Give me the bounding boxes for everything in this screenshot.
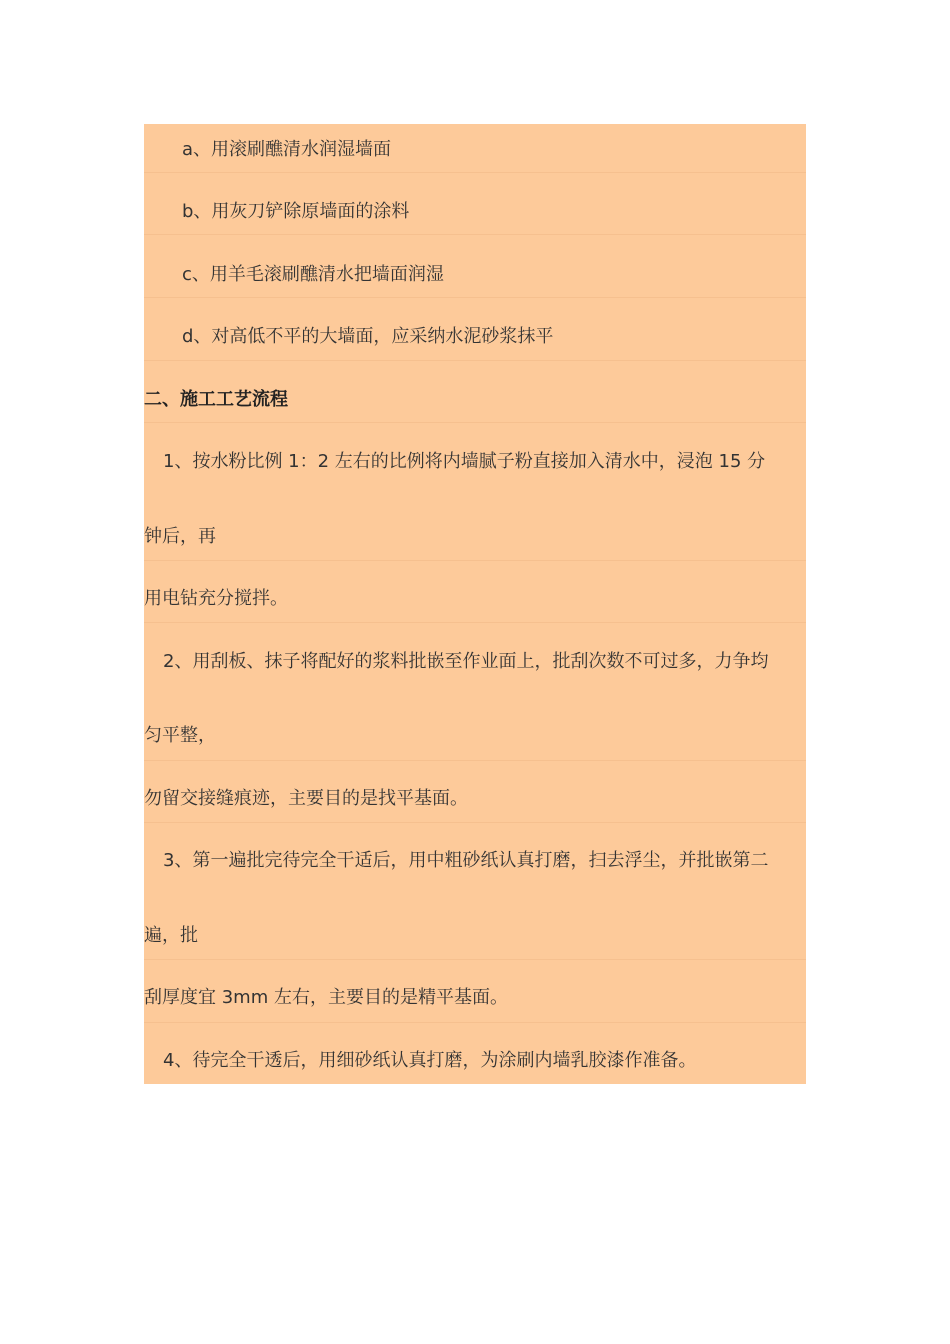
step-3-line-3: 刮厚度宜 3mm 左右，主要目的是精平基面。 bbox=[144, 987, 508, 1008]
line-divider bbox=[144, 172, 806, 173]
line-divider bbox=[144, 622, 806, 623]
line-divider bbox=[144, 959, 806, 960]
step-1-line-3: 用电钻充分搅拌。 bbox=[144, 588, 288, 609]
step-2-line-3: 勿留交接缝痕迹，主要目的是找平基面。 bbox=[144, 788, 468, 809]
step-3-line-1: 3、第一遍批完待完全干适后，用中粗砂纸认真打磨，扫去浮尘，并批嵌第二 bbox=[163, 850, 769, 871]
section-title: 二、施工工艺流程 bbox=[144, 389, 288, 410]
step-1-line-2: 钟后，再 bbox=[144, 526, 216, 547]
line-divider bbox=[144, 822, 806, 823]
step-3-line-2: 遍，批 bbox=[144, 925, 198, 946]
line-divider bbox=[144, 422, 806, 423]
step-1-line-1: 1、按水粉比例 1：2 左右的比例将内墙腻子粉直接加入清水中，浸泡 15 分 bbox=[163, 451, 766, 472]
line-divider bbox=[144, 234, 806, 235]
line-divider bbox=[144, 1022, 806, 1023]
line-divider bbox=[144, 760, 806, 761]
document-highlight-block bbox=[144, 124, 806, 1084]
sub-item-c: c、用羊毛滚刷醮清水把墙面润湿 bbox=[182, 264, 444, 285]
sub-item-a: a、用滚刷醮清水润湿墙面 bbox=[182, 139, 392, 160]
line-divider bbox=[144, 560, 806, 561]
step-2-line-2: 匀平整， bbox=[144, 725, 216, 746]
step-4-line: 4、待完全干透后，用细砂纸认真打磨，为涂刷内墙乳胶漆作准备。 bbox=[163, 1050, 697, 1071]
line-divider bbox=[144, 360, 806, 361]
step-2-line-1: 2、用刮板、抹子将配好的浆料批嵌至作业面上，批刮次数不可过多，力争均 bbox=[163, 651, 769, 672]
line-divider bbox=[144, 297, 806, 298]
sub-item-d: d、对高低不平的大墙面，应采纳水泥砂浆抹平 bbox=[182, 326, 554, 347]
sub-item-b: b、用灰刀铲除原墙面的涂料 bbox=[182, 201, 410, 222]
